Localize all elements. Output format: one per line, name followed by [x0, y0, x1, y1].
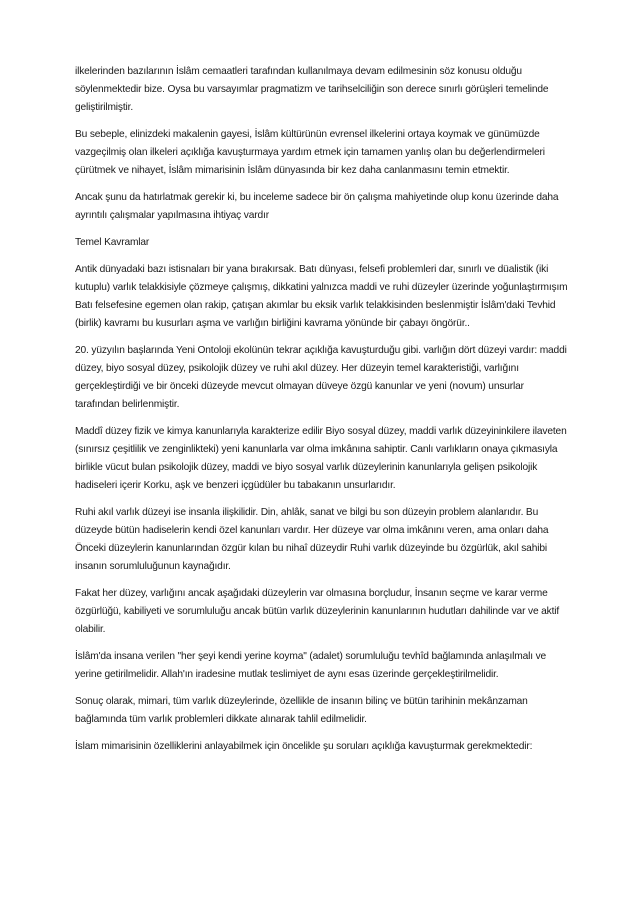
paragraph-preliminary-note: Ancak şunu da hatırlatmak gerekir ki, bu inceleme sadece bir ön çalışma mahiyetinde olup konu üzerinde daha ayrıntılı çalışmalar yapılmasına ihtiyaç vardır — [75, 192, 559, 221]
section-heading-temel-kavramlar: Temel Kavramlar — [75, 237, 150, 248]
paragraph-material-level: Maddî düzey fizik ve kimya kanunlarıyla karakterize edilir Biyo sosyal düzey, maddi varlık düzeyininkilere ilaveten (sınırsız çeşitlilik ve zenginlikteki) yeni kanunlarla var olma imkânına sahiptir. Canlı varlıkların onaya çıkmasıyla birlikle vücut bulan psikolojik düzey, maddi ve biyo sosyal varlık düzeylerinin kanunlarıyla gelişen psikolojik hadiseleri içerir Korku, aşk ve benzeri içgüdüler bu tabakanın unsurlarıdır. — [75, 426, 567, 491]
paragraph-western-dualism: Antik dünyadaki bazı istisnaları bir yana bırakırsak. Batı dünyası, felsefi problemleri dar, sınırlı ve düalistik (iki kutuplu) varlık telakkisiyle çözmeye çalışmış, dikkatini yalnızca maddi ve ruhi düzeyler üzerinde yoğunlaştırmışım Batı felsefesine egemen olan rakip, çatışan akımlar bu eksik varlık telakkisinden beslenmiştir İslâm'daki Tevhid (birlik) kavramı bu kusurları aşma ve varlığın birliğini kavrama yönünde bir çabayı öngörür.. — [75, 264, 568, 329]
paragraph-dependence: Fakat her düzey, varlığını ancak aşağıdaki düzeylerin var olmasına borçludur, İnsanın seçme ve karar verme özgürlüğü, kabiliyeti ve sorumluluğu ancak bütün varlık düzeylerinin kanunlarının hudutları dahilinde var ve aktif olabilir. — [75, 588, 560, 635]
paragraph-questions-intro: İslam mimarisinin özelliklerini anlayabilmek için öncelikle şu soruları açıklığa kavuşturmak gerekmektedir: — [75, 741, 533, 752]
paragraph-purpose: Bu sebeple, elinizdeki makalenin gayesi, İslâm kültürünün evrensel ilkelerini ortaya koymak ve günümüzde vazgeçilmiş olan ilkeleri açıklığa kavuşturmaya yardım etmek için tamamen yanlış olan bu değerlendirmeleri çürütmek ve nihayet, İslâm mimarisinin İslâm dünyasında bir kez daha canlanmasını temin etmektir. — [75, 129, 545, 176]
paragraph-justice: İslâm'da insana verilen "her şeyi kendi yerine koyma" (adalet) sorumluluğu tevhîd bağlamında anlaşılmalı ve yerine getirilmelidir. Allah'ın iradesine mutlak teslimiyet de aynı esas üzerinde gerçekleştirilmelidir. — [75, 651, 547, 680]
paragraph-conclusion: Sonuç olarak, mimari, tüm varlık düzeylerinde, özellikle de insanın bilinç ve bütün tarihinin mekânzaman bağlamında tüm varlık problemleri dikkate alınarak tahlil edilmelidir. — [75, 696, 528, 725]
paragraph-spiritual-level: Ruhi akıl varlık düzeyi ise insanla ilişkilidir. Din, ahlâk, sanat ve bilgi bu son düzeyin problem alanlarıdır. Bu düzeyde bütün hadiselerin kendi özel kanunları vardır. Her düzeye var olma imkânını veren, ama onları daha Önceki düzeylerin kanunlarından özgür kılan bu nihaî düzeydir Ruhi varlık düzeyinde bu özgürlük, akıl sahibi insanın sorumluluğunun kaynağıdır. — [75, 507, 549, 572]
paragraph-four-levels: 20. yüzyılın başlarında Yeni Ontoloji ekolünün tekrar açıklığa kavuşturduğu gibi. varlığın dört düzeyi vardır: maddi düzey, biyo sosyal düzey, psikolojik düzey ve ruhi akıl düzey. Her düzeyin temel karakteristiği, varlığını gerçekleştirdiği ve bir önceki düzeyde mevcut olmayan düveye özgü kanunlar ve yeni (novum) unsurlar tarafından belirlenmiştir. — [75, 345, 567, 410]
paragraph-intro-continuation: ilkelerinden bazılarının İslâm cemaatleri tarafından kullanılmaya devam edilmesinin söz konusu olduğu söylenmektedir bize. Oysa bu varsayımlar pragmatizm ve tarihselciliğin son derece sınırlı görüşleri temelinde geliştirilmiştir. — [75, 66, 549, 113]
